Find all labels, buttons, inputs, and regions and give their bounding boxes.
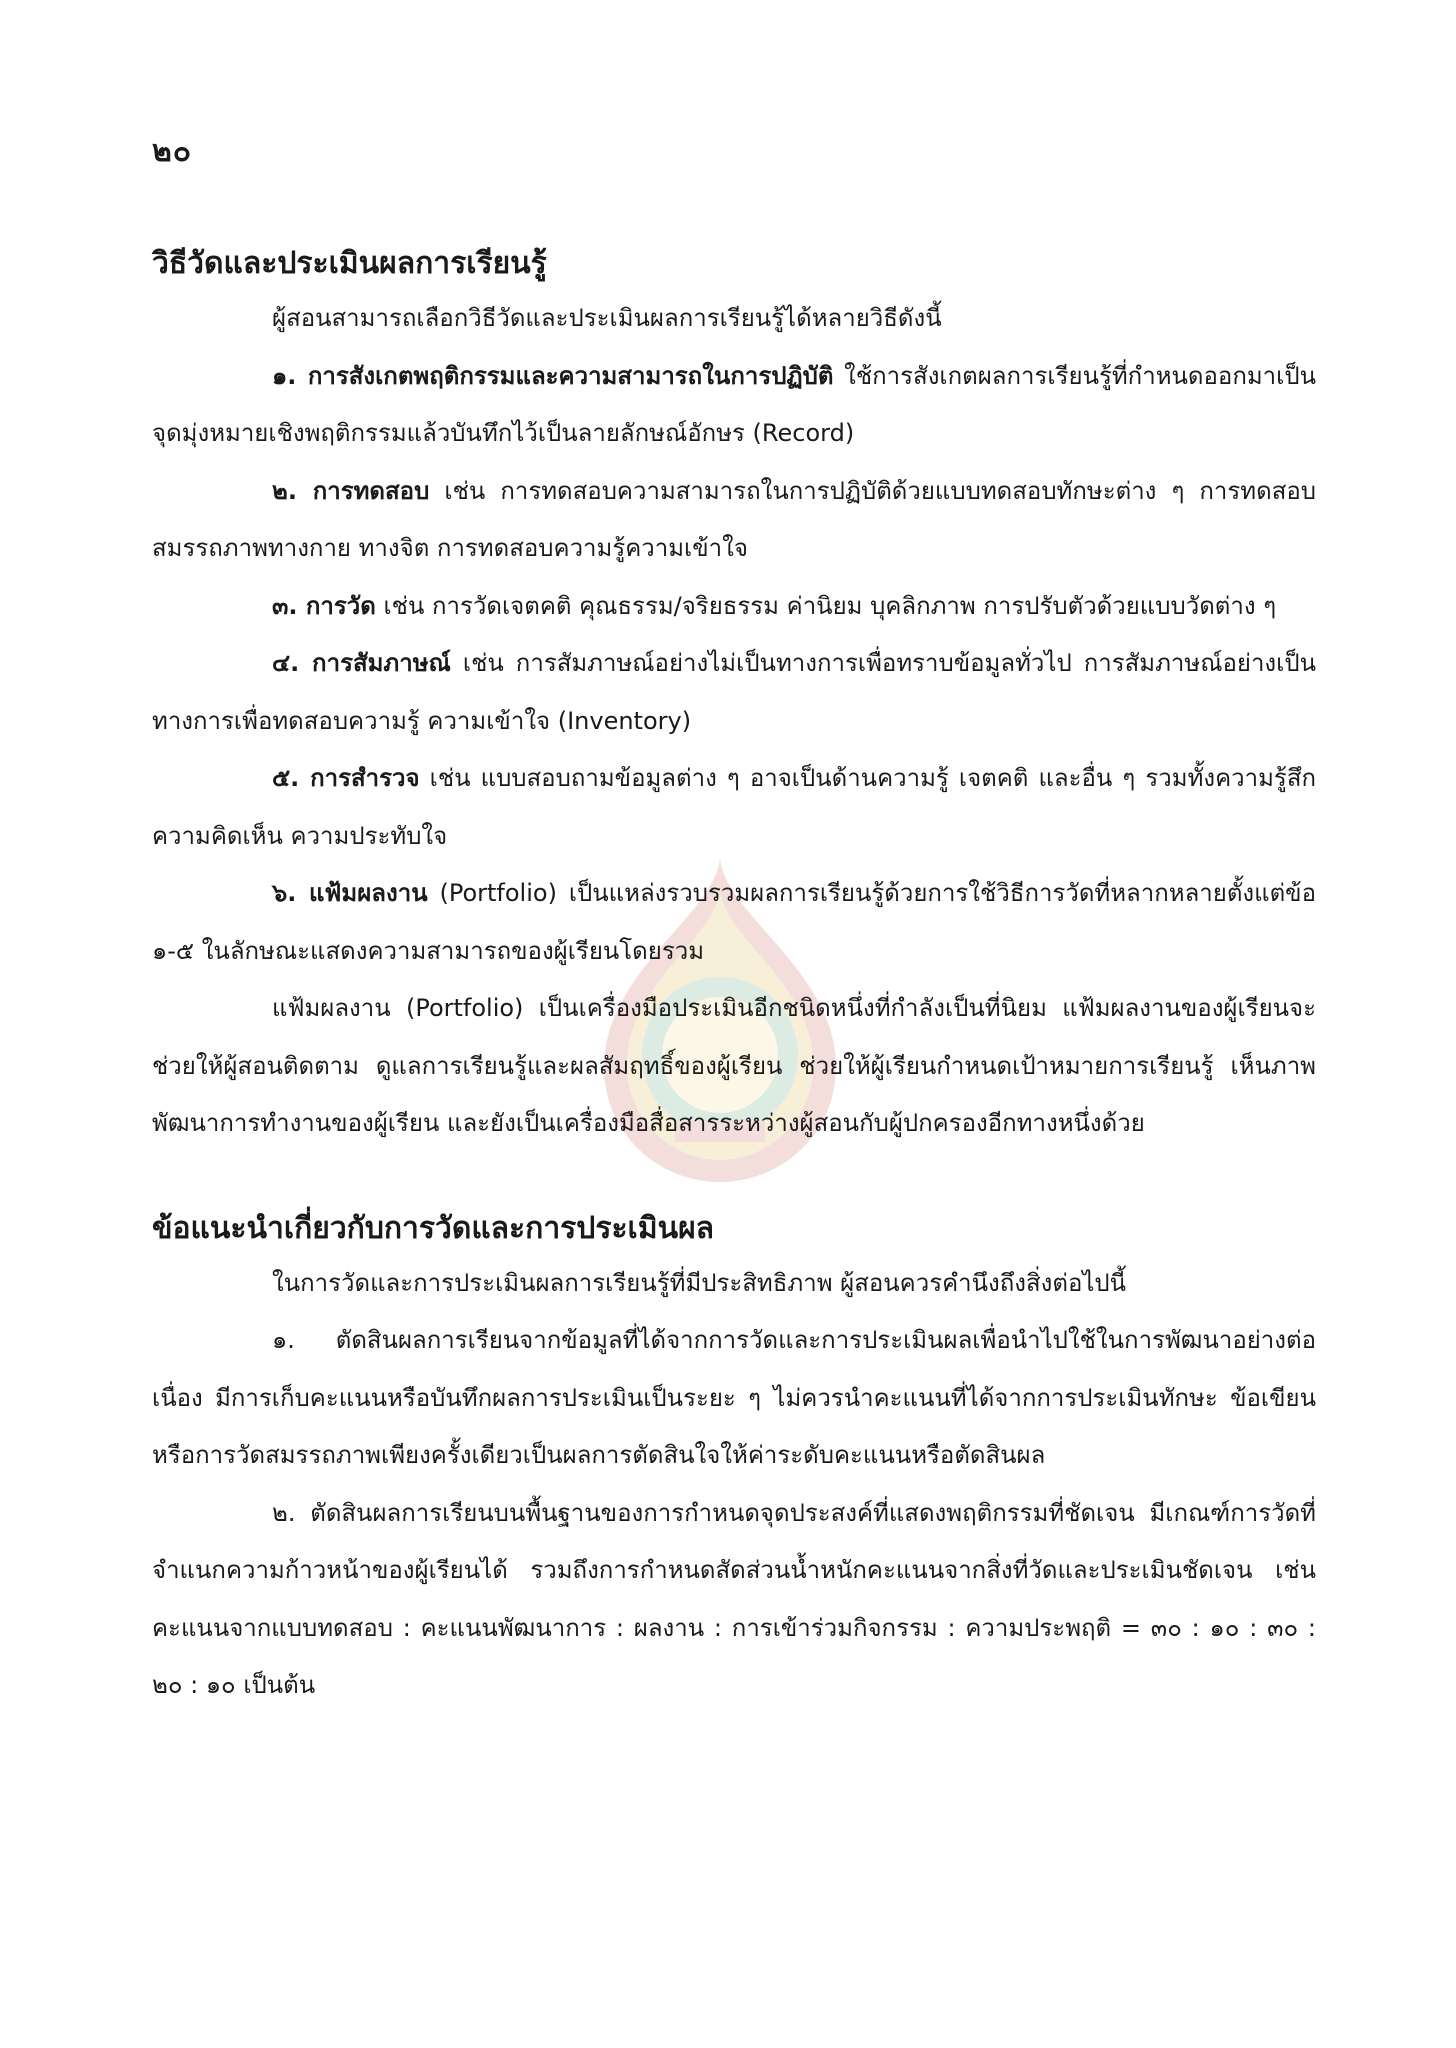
list-item-measurement (152, 578, 1316, 636)
list-item-observation (152, 348, 1316, 463)
page-number: ๒๐ (152, 134, 193, 169)
list-item-survey (152, 750, 1316, 865)
section-title-recommendations: ข้อแนะนำเกี่ยวกับการวัดและการประเมินผล (152, 1210, 715, 1246)
item-text: (Portfolio) เป็นแหล่งรวบรวมผลการเรียนรู้ด้วยการใช้วิธีการวัดที่หลากหลายตั้งแต่ข้อ ๑-๕ ในลักษณะแสดงความสามารถของผู้เรียนโดยรวม (152, 879, 1317, 965)
item-label: ๒. การทดสอบ (272, 476, 430, 505)
item-label: ๑. การสังเกตพฤติกรรมและความสามารถในการปฏิบัติ (272, 361, 834, 390)
portfolio-paragraph: แฟ้มผลงาน (Portfolio) เป็นเครื่องมือประเมินอีกชนิดหนึ่งที่กำลังเป็นที่นิยม แฟ้มผลงานของผู้เรียนจะช่วยให้ผู้สอนติดตาม ดูแลการเรียนรู้และผลสัมฤทธิ์ของผู้เรียน ช่วยให้ผู้เรียนกำหนดเป้าหมายการเรียนรู้ เห็นภาพพัฒนาการทำงานของผู้เรียน และยังเป็นเครื่องมือสื่อสารระหว่างผู้สอนกับผู้ปกครองอีกทางหนึ่งด้วย (152, 994, 1316, 1137)
item-text: เช่น การสัมภาษณ์อย่างไม่เป็นทางการเพื่อทราบข้อมูลทั่วไป การสัมภาษณ์อย่างเป็นทางการเพื่อทดสอบความรู้ ความเข้าใจ (Inventory) (152, 649, 1316, 735)
item-text: เช่น การวัดเจตคติ คุณธรรม/จริยธรรม ค่านิยม บุคลิกภาพ การปรับตัวด้วยแบบวัดต่าง ๆ (375, 591, 1277, 620)
item-label: ๓. การวัด (272, 591, 376, 620)
item-label: ๔. การสัมภาษณ์ (272, 649, 451, 677)
section-intro: ผู้สอนสามารถเลือกวิธีวัดและประเมินผลการเรียนรู้ได้หลายวิธีดังนี้ (272, 304, 942, 332)
item-text: เช่น การทดสอบความสามารถในการปฏิบัติด้วยแบบทดสอบทักษะต่าง ๆ การทดสอบสมรรถภาพทางกาย ทางจิต การทดสอบความรู้ความเข้าใจ (152, 476, 1316, 562)
item-label: ๕. การสำรวจ (272, 764, 420, 792)
section-title-assessment-methods: วิธีวัดและประเมินผลการเรียนรู้ (152, 246, 547, 281)
main-content (152, 238, 1316, 1715)
item-text: ใช้การสังเกตผลการเรียนรู้ที่กำหนดออกมาเป็นจุดมุ่งหมายเชิงพฤติกรรมแล้วบันทึกไว้เป็นลายลักษณ์อักษร (Record) (152, 361, 1316, 447)
item-text: เช่น แบบสอบถามข้อมูลต่าง ๆ อาจเป็นด้านความรู้ เจตคติ และอื่น ๆ รวมทั้งความรู้สึก ความคิดเห็น ความประทับใจ (152, 764, 1317, 850)
list-item-testing (152, 463, 1316, 578)
list-item-recommendation-1: ๑. ตัดสินผลการเรียนจากข้อมูลที่ได้จากการวัดและการประเมินผลเพื่อนำไปใช้ในการพัฒนาอย่างต่อเนื่อง มีการเก็บคะแนนหรือบันทึกผลการประเมินเป็นระยะ ๆ ไม่ควรนำคะแนนที่ได้จากการประเมินทักษะ ข้อเขียน หรือการวัดสมรรถภาพเพียงครั้งเดียวเป็นผลการตัดสินใจให้ค่าระดับคะแนนหรือตัดสินผล (152, 1326, 1316, 1469)
item-label: ๖. แฟ้มผลงาน (272, 879, 428, 907)
section-divider (152, 1153, 1316, 1203)
list-item-portfolio (152, 865, 1316, 980)
list-item-interview (152, 635, 1316, 750)
list-item-recommendation-2: ๒. ตัดสินผลการเรียนบนพื้นฐานของการกำหนดจุดประสงค์ที่แสดงพฤติกรรมที่ชัดเจน มีเกณฑ์การวัดที่จำแนกความก้าวหน้าของผู้เรียนได้ รวมถึงการกำหนดสัดส่วนน้ำหนักคะแนนจากสิ่งที่วัดและประเมินชัดเจน เช่น คะแนนจากแบบทดสอบ : คะแนนพัฒนาการ : ผลงาน : การเข้าร่วมกิจกรรม : ความประพฤติ = ๓๐ : ๑๐ : ๓๐ : ๒๐ : ๑๐ เป็นต้น (152, 1498, 1316, 1699)
section-intro: ในการวัดและการประเมินผลการเรียนรู้ที่มีประสิทธิภาพ ผู้สอนควรคำนึงถึงสิ่งต่อไปนี้ (272, 1268, 1127, 1297)
